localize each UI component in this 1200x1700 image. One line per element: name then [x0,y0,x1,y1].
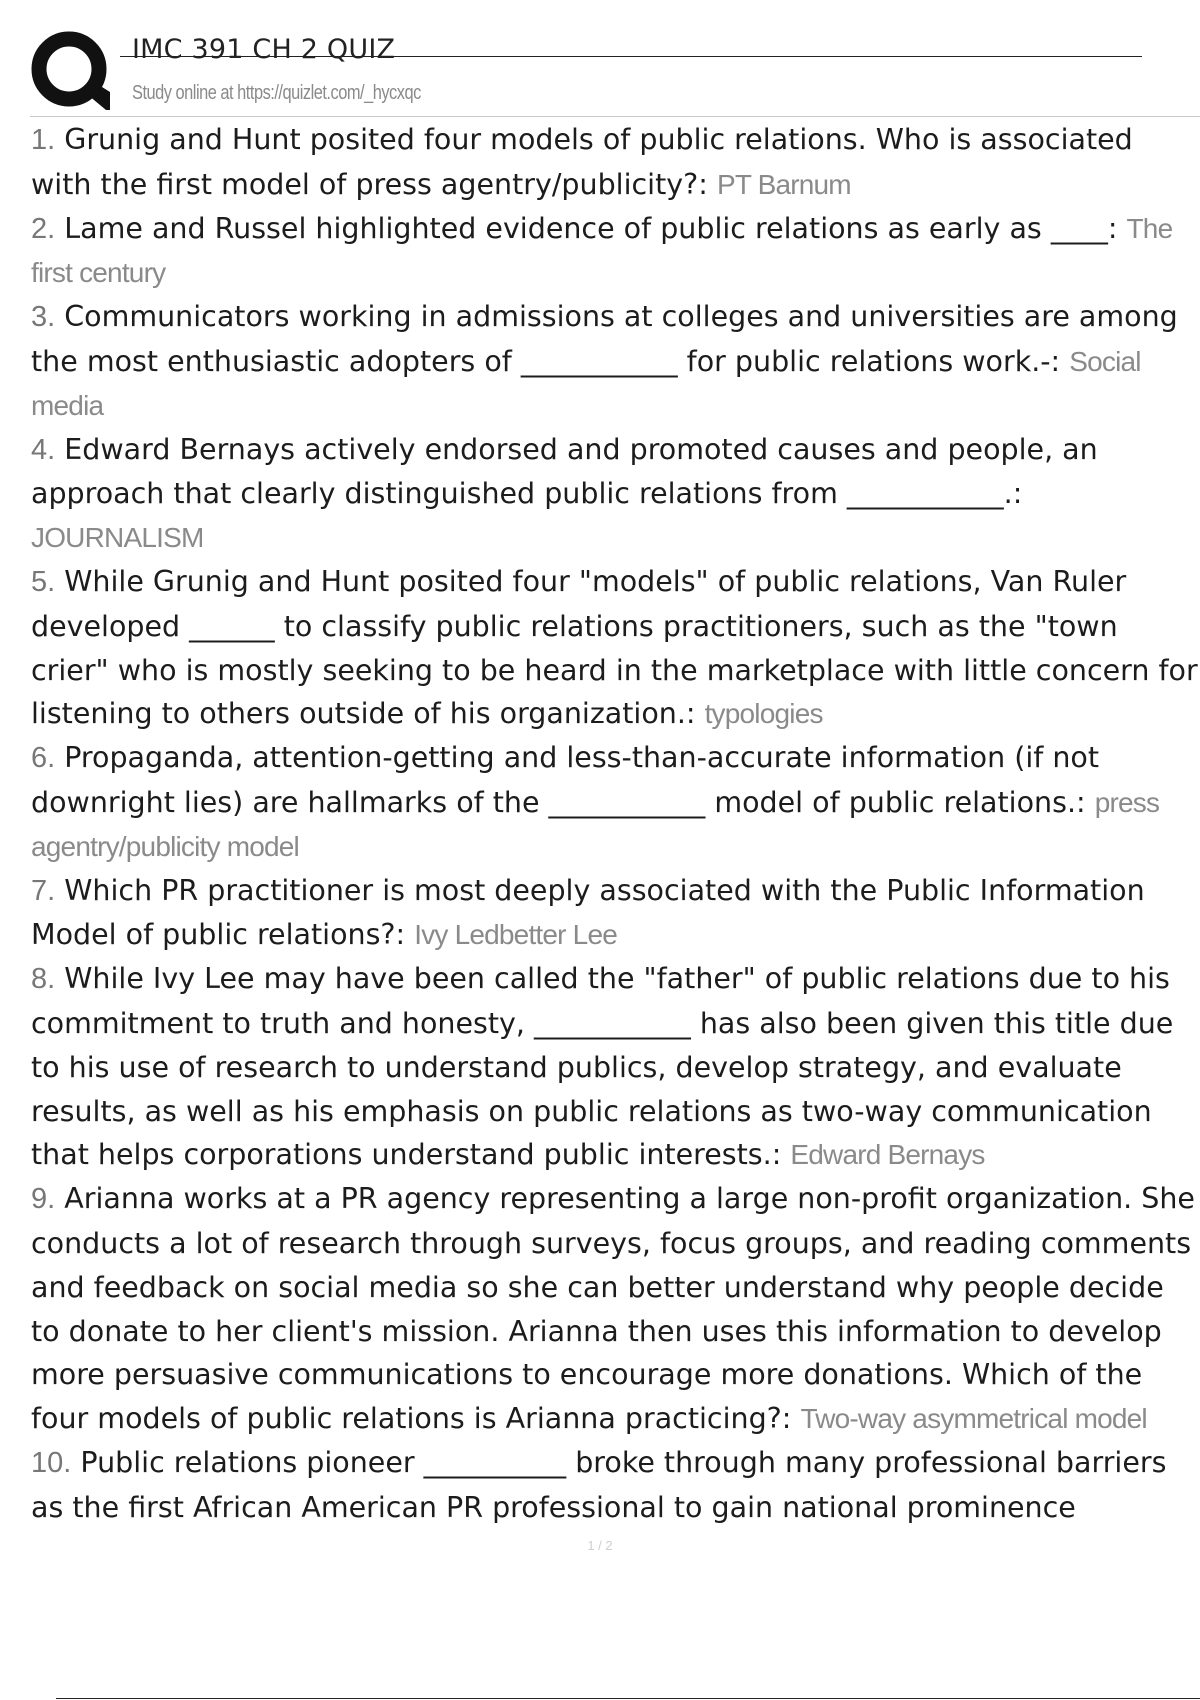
answer-text: The first century [31,212,1173,289]
question-text: While Ivy Lee may have been called the "father" of public relations due to his commitment to truth and honesty, ___________ has also been given this title due to his use of research to understand publics, develop strategy, and evaluate results, as well as his emphasis on public relations as two-way communication that helps corporations understand public interests.: [31,962,1174,1172]
question-number: 1. [31,124,56,156]
question-item-7 [31,869,1200,958]
header-divider [30,116,1200,117]
page-indicator: 1 / 2 [587,1538,613,1553]
question-text: Arianna works at a PR agency representing a large non-profit organization. She conducts a lot of research through surveys, focus groups, and reading comments and feedback on social media so she can better understand why people decide to donate to her client's mission. Arianna then uses this information to develop more persuasive communications to encourage more donations. Which of the four models of public relations is Arianna practicing?: [31,1182,1195,1436]
question-item-9 [31,1177,1200,1441]
question-item-1 [31,118,1200,207]
answer-text: typologies [704,698,823,730]
question-text: While Grunig and Hunt posited four "models" of public relations, Van Ruler developed ______ to classify public relations practitioners, such as the "town crier" who is mostly seeking to be heard in the marketplace with little concern for listening to others outside of his organization.: [31,564,1198,731]
answer-text: press agentry/publicity model [31,786,1160,862]
question-number: 2. [31,212,56,245]
question-number: 6. [31,742,56,775]
answer-text: PT Barnum [716,168,851,200]
answer-text: Edward Bernays [790,1139,985,1171]
quizlet-logo-icon [30,30,112,112]
answer-text: Two-way asymmetrical model [800,1403,1147,1435]
question-text: Lame and Russel highlighted evidence of public relations as early as ____: [64,211,1118,245]
footer-divider [56,1698,1200,1699]
question-number: 5. [31,565,56,598]
question-number: 3. [31,301,56,334]
title-divider [120,56,1142,57]
question-item-3 [31,295,1200,427]
question-number: 8. [31,963,56,996]
question-text: Grunig and Hunt posited four models of public relations. Who is associated with the first model of press agentry/publicity?: [31,123,1133,201]
question-list [31,118,1200,1530]
question-item-10 [31,1441,1200,1530]
study-link-text: Study online at https://quizlet.com/_hycxqc [132,82,421,104]
answer-text: JOURNALISM [31,522,204,554]
question-item-2 [31,207,1200,296]
question-item-6 [31,736,1200,868]
question-number: 9. [31,1183,56,1216]
question-number: 4. [31,433,56,466]
question-text: Which PR practitioner is most deeply associated with the Public Information Model of public relations?: [31,873,1145,952]
question-item-4 [31,428,1200,560]
question-number: 10. [31,1446,72,1479]
question-text: Communicators working in admissions at colleges and universities are among the most enthusiastic adopters of ___________ for public relations work.-: [31,300,1178,378]
question-item-8 [31,957,1200,1177]
question-text: Propaganda, attention-getting and less-than-accurate information (if not downright lies) are hallmarks of the ___________ model of public relations.: [31,741,1100,819]
question-item-5 [31,560,1200,736]
document-title: IMC 391 CH 2 QUIZ [132,34,396,65]
answer-text: Social media [31,345,1141,421]
question-number: 7. [31,874,56,907]
question-text: Public relations pioneer __________ broke through many professional barriers as the first African American PR professional to gain national prominence [31,1445,1167,1524]
answer-text: Ivy Ledbetter Lee [414,919,617,951]
question-text: Edward Bernays actively endorsed and promoted causes and people, an approach that clearly distinguished public relations from ___________.: [31,432,1098,511]
